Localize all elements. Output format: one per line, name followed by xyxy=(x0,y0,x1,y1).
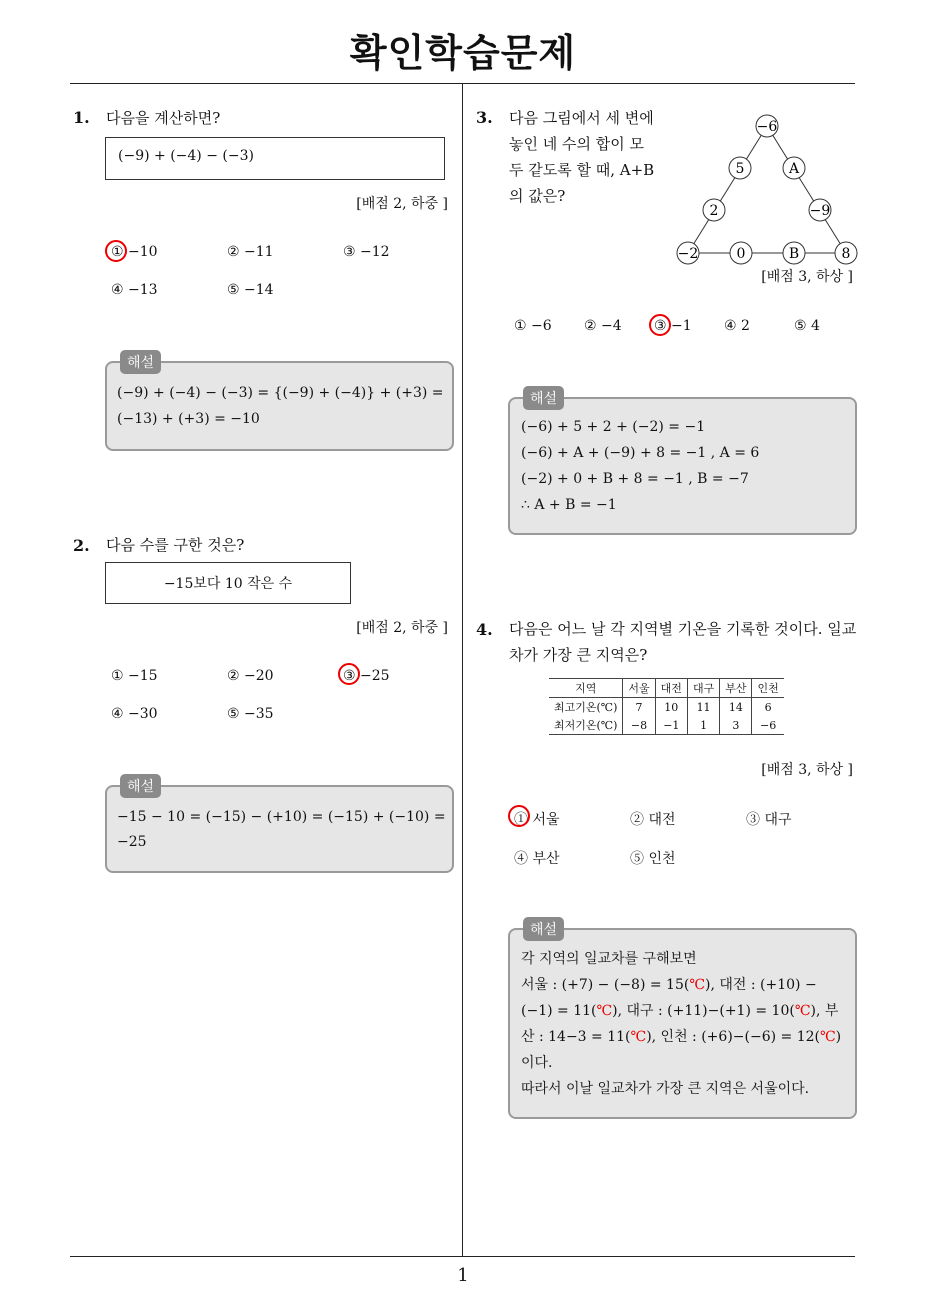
celsius-unit: ℃ xyxy=(794,1003,811,1019)
explanation-line xyxy=(521,998,838,1024)
text-run: ), 부 xyxy=(810,1003,839,1019)
option-3[interactable]: ③ 대구 xyxy=(746,812,792,828)
option-5[interactable]: ⑤ −35 xyxy=(227,706,274,722)
table-cell: 서울 xyxy=(623,679,655,698)
table-cell: −1 xyxy=(655,716,687,735)
option-2[interactable]: ② −4 xyxy=(584,318,622,334)
option-3[interactable]: ③ −12 xyxy=(343,244,390,260)
option-5[interactable]: ⑤ 인천 xyxy=(630,851,676,867)
explanation-line: −25 xyxy=(117,834,147,850)
text-run: 산 : 14−3 = 11( xyxy=(521,1029,631,1045)
question-text-line: 다음은 어느 날 각 지역별 기온을 기록한 것이다. 일교 xyxy=(509,620,857,638)
table-cell: 3 xyxy=(720,716,752,735)
explanation-line xyxy=(521,1024,841,1050)
question-text-line: 차가 가장 큰 지역은? xyxy=(509,646,648,664)
score-label: [배점 3, 하상 ] xyxy=(761,762,853,778)
explanation-line: −15 − 10 = (−15) − (+10) = (−15) + (−10) = xyxy=(117,809,446,825)
answer-circle-icon xyxy=(105,240,127,262)
table-cell: 최저기온(℃) xyxy=(549,716,623,735)
question-number: 3. xyxy=(476,108,493,127)
answer-circle-icon xyxy=(649,314,671,336)
node-label: A xyxy=(788,161,800,177)
bottom-rule xyxy=(70,1256,855,1257)
column-divider xyxy=(462,84,463,1257)
explanation-line xyxy=(521,972,817,998)
table-cell: −6 xyxy=(752,716,784,735)
table-cell: 인천 xyxy=(752,679,784,698)
table-cell: 6 xyxy=(752,698,784,717)
page-number: 1 xyxy=(457,1265,469,1286)
question-text: 다음을 계산하면? xyxy=(106,109,221,127)
text-run: 따라서 이날 일교차가 가장 큰 지역은 서울이다. xyxy=(521,1081,810,1097)
text-run: 이다. xyxy=(521,1055,553,1071)
option-4[interactable]: ④ 2 xyxy=(724,318,750,334)
table-header-row xyxy=(549,679,784,698)
explanation-line: (−6) + A + (−9) + 8 = −1 , A = 6 xyxy=(521,445,760,461)
explanation-line: (−2) + 0 + B + 8 = −1 , B = −7 xyxy=(521,471,749,487)
table-cell: −8 xyxy=(623,716,655,735)
number-triangle-diagram xyxy=(668,108,864,268)
explanation-tag: 해설 xyxy=(120,350,161,374)
option-1[interactable]: ① 서울 xyxy=(514,812,560,828)
option-2[interactable]: ② 대전 xyxy=(630,812,676,828)
table-cell: 대구 xyxy=(687,679,719,698)
table-cell: 11 xyxy=(687,698,719,717)
text-run: 각 지역의 일교차를 구해보면 xyxy=(521,951,697,967)
text-run: ), 대구 : (+11)−(+1) = 10( xyxy=(612,1003,795,1019)
explanation-line: (−9) + (−4) − (−3) = {(−9) + (−4)} + (+3) = xyxy=(117,385,444,401)
node-label: −9 xyxy=(809,203,831,219)
option-1[interactable]: ① −15 xyxy=(111,668,158,684)
node-label: B xyxy=(788,246,800,262)
node-label: 0 xyxy=(736,246,746,262)
table-row xyxy=(549,698,784,717)
table-cell: 7 xyxy=(623,698,655,717)
answer-circle-icon xyxy=(338,663,360,685)
option-5[interactable]: ⑤ 4 xyxy=(794,318,820,334)
score-label: [배점 3, 하상 ] xyxy=(761,269,853,285)
option-3[interactable]: ③ −1 xyxy=(654,318,692,334)
expression-box: (−9) + (−4) − (−3) xyxy=(105,137,445,180)
table-cell: 10 xyxy=(655,698,687,717)
explanation-line: ∴ A + B = −1 xyxy=(521,497,617,513)
option-4[interactable]: ④ 부산 xyxy=(514,851,560,867)
option-4[interactable]: ④ −30 xyxy=(111,706,158,722)
option-4[interactable]: ④ −13 xyxy=(111,282,158,298)
explanation-line xyxy=(521,1050,553,1076)
option-2[interactable]: ② −20 xyxy=(227,668,274,684)
table-cell: 지역 xyxy=(549,679,623,698)
page-title: 확인학습문제 xyxy=(349,31,577,75)
text-run: (−1) = 11( xyxy=(521,1003,597,1019)
text-run: ), 대전 : (+10) − xyxy=(705,977,817,993)
node-label: −2 xyxy=(677,246,699,262)
table-cell: 대전 xyxy=(655,679,687,698)
celsius-unit: ℃ xyxy=(689,977,705,993)
option-3[interactable]: ③ −25 xyxy=(343,668,390,684)
node-label: 8 xyxy=(841,246,851,262)
text-run: ), 인천 : (+6)−(−6) = 12( xyxy=(646,1029,820,1045)
explanation-line: (−13) + (+3) = −10 xyxy=(117,411,260,427)
table-cell: 부산 xyxy=(720,679,752,698)
celsius-unit: ℃ xyxy=(630,1029,647,1045)
question-number: 1. xyxy=(73,108,90,127)
node-label: 2 xyxy=(709,203,719,219)
celsius-unit: ℃ xyxy=(596,1003,613,1019)
question-text-line: 놓인 네 수의 합이 모 xyxy=(509,135,644,153)
answer-circle-icon xyxy=(508,805,530,827)
table-cell: 14 xyxy=(720,698,752,717)
explanation-tag: 해설 xyxy=(523,386,564,410)
table-cell: 1 xyxy=(687,716,719,735)
expression-box: −15보다 10 작은 수 xyxy=(105,562,351,604)
question-number: 4. xyxy=(476,620,493,639)
table-row xyxy=(549,716,784,735)
question-text-line: 두 같도록 할 때, A+B xyxy=(509,161,655,179)
question-number: 2. xyxy=(73,536,90,555)
option-5[interactable]: ⑤ −14 xyxy=(227,282,274,298)
score-label: [배점 2, 하중 ] xyxy=(356,620,448,636)
node-label: 5 xyxy=(735,161,745,177)
node-label: −6 xyxy=(756,119,778,135)
celsius-unit: ℃ xyxy=(819,1029,836,1045)
temperature-table xyxy=(549,678,784,735)
text-run: 서울 : (+7) − (−8) = 15( xyxy=(521,977,690,993)
question-text-line: 다음 그림에서 세 변에 xyxy=(509,109,654,127)
explanation-tag: 해설 xyxy=(120,774,161,798)
option-1[interactable]: ① −10 xyxy=(111,244,158,260)
text-run: ) xyxy=(835,1029,842,1045)
option-2[interactable]: ② −11 xyxy=(227,244,274,260)
table-cell: 최고기온(℃) xyxy=(554,701,618,714)
explanation-line xyxy=(521,946,697,972)
option-1[interactable]: ① −6 xyxy=(514,318,552,334)
explanation-tag: 해설 xyxy=(523,917,564,941)
score-label: [배점 2, 하중 ] xyxy=(356,196,448,212)
explanation-line: (−6) + 5 + 2 + (−2) = −1 xyxy=(521,419,706,435)
question-text-line: 의 값은? xyxy=(509,187,566,205)
question-text: 다음 수를 구한 것은? xyxy=(106,536,245,554)
explanation-line xyxy=(521,1076,809,1102)
